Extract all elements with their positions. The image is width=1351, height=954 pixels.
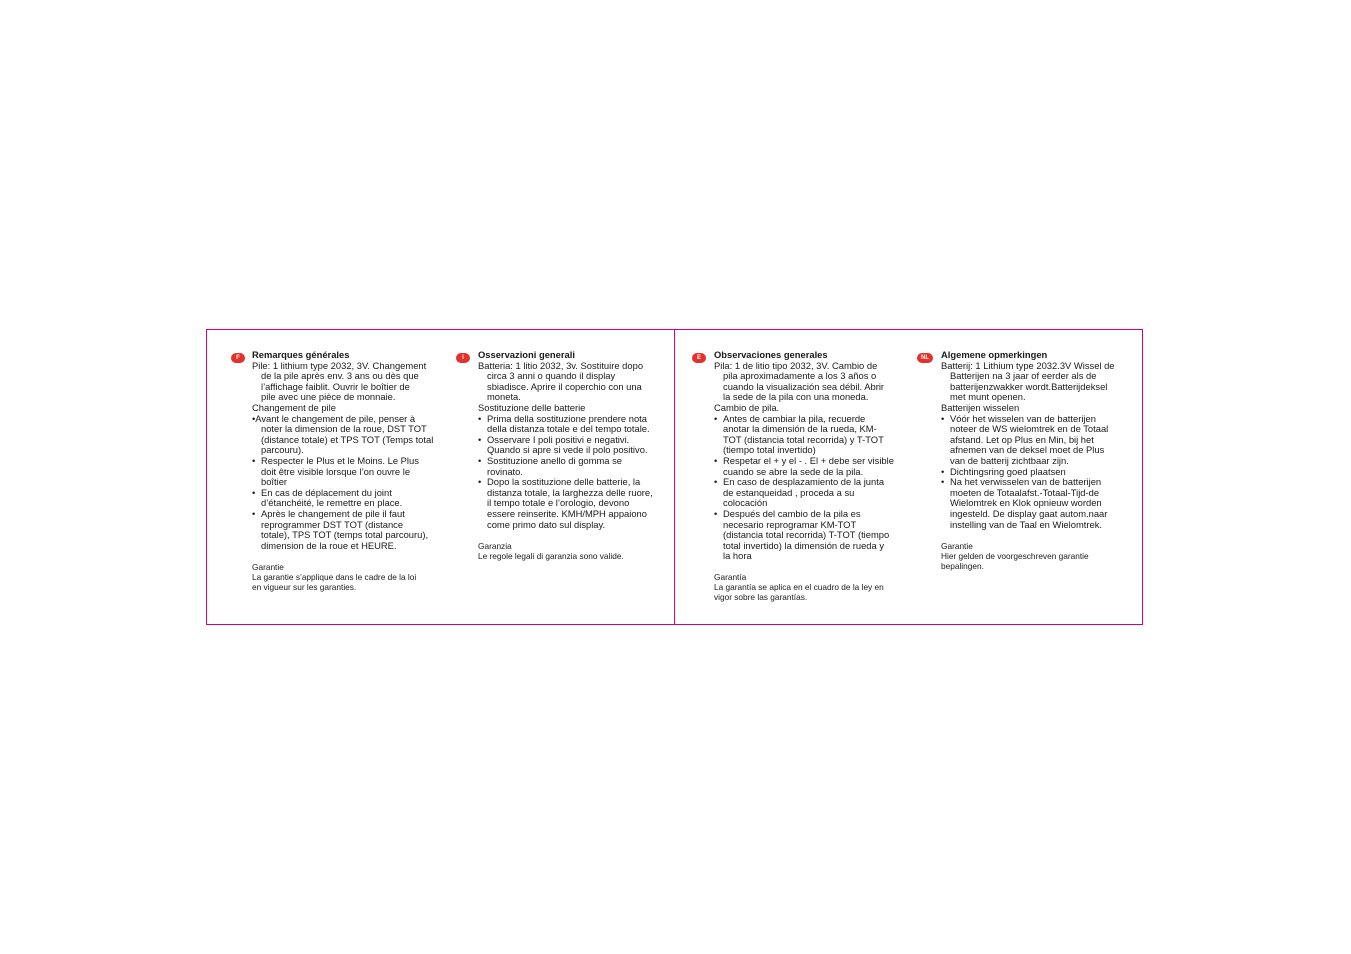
text-line: Batterij: 1 Lithium type 2032.3V Wissel de — [941, 359, 1115, 371]
language-badge-es: E — [692, 353, 706, 363]
text-line: colocación — [723, 497, 768, 509]
text-line: noter la dimension de la roue, DST TOT — [261, 423, 427, 435]
text-line: de la pile après env. 3 ans ou dès que — [261, 370, 419, 382]
list-item: • Antes de cambiar la pila, recuerde — [714, 412, 866, 424]
warranty-text: La garantía se aplica en el cuadro de la ley en — [714, 582, 884, 593]
text-line: cuando la visualización sea débil. Abrir — [723, 380, 885, 392]
warranty-text: La garantie s’applique dans le cadre de la loi — [252, 571, 417, 582]
text-line: il tempo totale e l’orologio, devono — [487, 497, 630, 509]
text-line: pile avec une pièce de monnaie. — [261, 391, 396, 403]
language-badge-fr: F — [231, 353, 245, 363]
text-line: (distance totale) et TPS TOT (Temps total — [261, 433, 434, 445]
subheading: Cambio de pila. — [714, 401, 780, 413]
text-line: reprogrammer DST TOT (distance — [261, 518, 404, 530]
warranty-text: Le regole legali di garanzia sono valide. — [478, 550, 624, 561]
text-line: circa 3 anni o quando il display — [487, 370, 616, 382]
text-line: l’affichage faiblit. Ouvrir le boîtier de — [261, 380, 410, 392]
text-line: dimension de la roue et HEURE. — [261, 539, 397, 551]
section-title: Remarques générales — [252, 349, 350, 360]
text-line: ingesteld. De display gaat autom.naar — [950, 507, 1108, 519]
text-line: instelling van de Taal en Wielomtrek. — [950, 518, 1102, 530]
section-title: Observaciones generales — [714, 349, 828, 360]
bullet-icon: • — [252, 507, 256, 519]
text-line: rovinato. — [487, 465, 523, 477]
subheading: Batterijen wisselen — [941, 401, 1020, 413]
text-line: cuando se abre la sede de la pila. — [723, 465, 864, 477]
list-item: • Respetar el + y el - . El + debe ser visible — [714, 454, 894, 466]
list-item: • En caso de desplazamiento de la junta — [714, 476, 885, 488]
list-item: • Prima della sostituzione prendere nota — [478, 412, 647, 424]
section-es — [714, 350, 912, 602]
text-line: la hora — [723, 550, 752, 562]
text-line: afnemen van de deksel moet de Plus — [950, 444, 1105, 456]
text-line: anotar la dimensión de la rueda, KM- — [723, 423, 877, 435]
text-line: la sede de la pila con una moneda. — [723, 391, 869, 403]
text-line: (tiempo total invertido) — [723, 444, 816, 456]
bullet-icon: • — [941, 412, 945, 424]
text-line: de estanqueidad , proceda a su — [723, 486, 855, 498]
bullet-icon: • — [714, 454, 718, 466]
text-line: sbiadisce. Aprire il coperchio con una — [487, 380, 642, 392]
list-item: • Vóór het wisselen van de batterijen — [941, 412, 1096, 424]
text-line: Pila: 1 de litio tipo 2032, 3V. Cambio de — [714, 359, 878, 371]
section-title: Osservazioni generali — [478, 349, 575, 360]
text-line: come primo dato sul display. — [487, 518, 606, 530]
text-line: moeten de Totaalafst.-Totaal-Tijd-de — [950, 486, 1100, 498]
text-line: batterijenzwakker wordt.Batterijdeksel — [950, 380, 1108, 392]
bullet-icon: • — [478, 476, 482, 488]
list-item: • Na het verwisselen van de batterijen — [941, 476, 1102, 488]
warranty-heading: Garantie — [252, 561, 284, 572]
text-line: afstand. Let op Plus en Min, bij het — [950, 433, 1094, 445]
bullet-icon: • — [478, 412, 482, 424]
bullet-icon: • — [714, 507, 718, 519]
bullet-icon: • — [478, 454, 482, 466]
section-fr — [252, 350, 452, 592]
list-item: • Dichtingsring goed plaatsen — [941, 465, 1066, 477]
text-line: (distancia total recorrida) T-TOT (tiempo — [723, 529, 890, 541]
bullet-icon: • — [941, 465, 945, 477]
list-item: • Dopo la sostituzione delle batterie, la — [478, 476, 641, 488]
text-line: met munt openen. — [950, 391, 1026, 403]
text-line: Quando si apre si vede il polo positivo. — [487, 444, 648, 456]
bullet-icon: • — [714, 412, 718, 424]
subheading: Changement de pile — [252, 401, 336, 413]
bullet-icon: • — [252, 486, 256, 498]
warranty-heading: Garanzia — [478, 540, 512, 551]
text-line: d’étanchéité, le remettre en place. — [261, 497, 403, 509]
text-line: •Avant le changement de pile, penser à — [252, 412, 416, 424]
text-line: Pile: 1 lithium type 2032, 3V. Changement — [252, 359, 427, 371]
text-line: doit être visible lorsque l’on ouvre le — [261, 465, 411, 477]
text-line: moneta. — [487, 391, 521, 403]
text-line: TOT (distancia total recorrida) y T-TOT — [723, 433, 884, 445]
section-nl — [941, 350, 1139, 571]
list-item: • Respecter le Plus et le Moins. Le Plus — [252, 454, 419, 466]
warranty-text: Hier gelden de voorgeschreven garantie — [941, 550, 1089, 561]
section-it — [478, 350, 673, 561]
text-line: distanza totale, la larghezza delle ruore, — [487, 486, 653, 498]
language-badge-nl: NL — [917, 353, 933, 363]
list-item: • Sostituzione anello di gomma se — [478, 454, 622, 466]
text-line: della distanza totale e del tempo totale. — [487, 423, 650, 435]
section-title: Algemene opmerkingen — [941, 349, 1048, 360]
bullet-icon: • — [252, 454, 256, 466]
list-item: • Osservare I poli positivi e negativi. — [478, 433, 630, 445]
text-line: totale), TPS TOT (temps total parcouru), — [261, 529, 429, 541]
language-badge-it: I — [456, 353, 470, 363]
warranty-text: bepalingen. — [941, 560, 984, 571]
text-line: Wielomtrek en Klok opnieuw worden — [950, 497, 1102, 509]
text-line: necesario reprogramar KM-TOT — [723, 518, 857, 530]
bullet-icon: • — [478, 433, 482, 445]
list-item: • Después del cambio de la pila es — [714, 507, 861, 519]
warranty-text: en vigueur sur les garanties. — [252, 581, 357, 592]
text-line: pila aproximadamente a los 3 años o — [723, 370, 877, 382]
subheading: Sostituzione delle batterie — [478, 401, 586, 413]
warranty-heading: Garantía — [714, 572, 747, 583]
bullet-icon: • — [941, 476, 945, 488]
list-item: • Après le changement de pile il faut — [252, 507, 405, 519]
warranty-text: vigor sobre las garantías. — [714, 592, 808, 603]
bullet-icon: • — [714, 476, 718, 488]
text-line: total invertido) la dimensión de rueda y — [723, 539, 885, 551]
text-line: noteer de WS wielomtrek en de Totaal — [950, 423, 1109, 435]
text-line: van de batterij zichtbaar zijn. — [950, 454, 1069, 466]
warranty-heading: Garantie — [941, 540, 973, 551]
text-line: essere reinserite. KMH/MPH appaiono — [487, 507, 647, 519]
text-line: boîtier — [261, 476, 288, 488]
text-line: Batteria: 1 litio 2032, 3v. Sostituire dopo — [478, 359, 644, 371]
list-item: • En cas de déplacement du joint — [252, 486, 392, 498]
text-line: parcouru). — [261, 444, 304, 456]
text-line: Batterijen na 3 jaar of eerder als de — [950, 370, 1097, 382]
